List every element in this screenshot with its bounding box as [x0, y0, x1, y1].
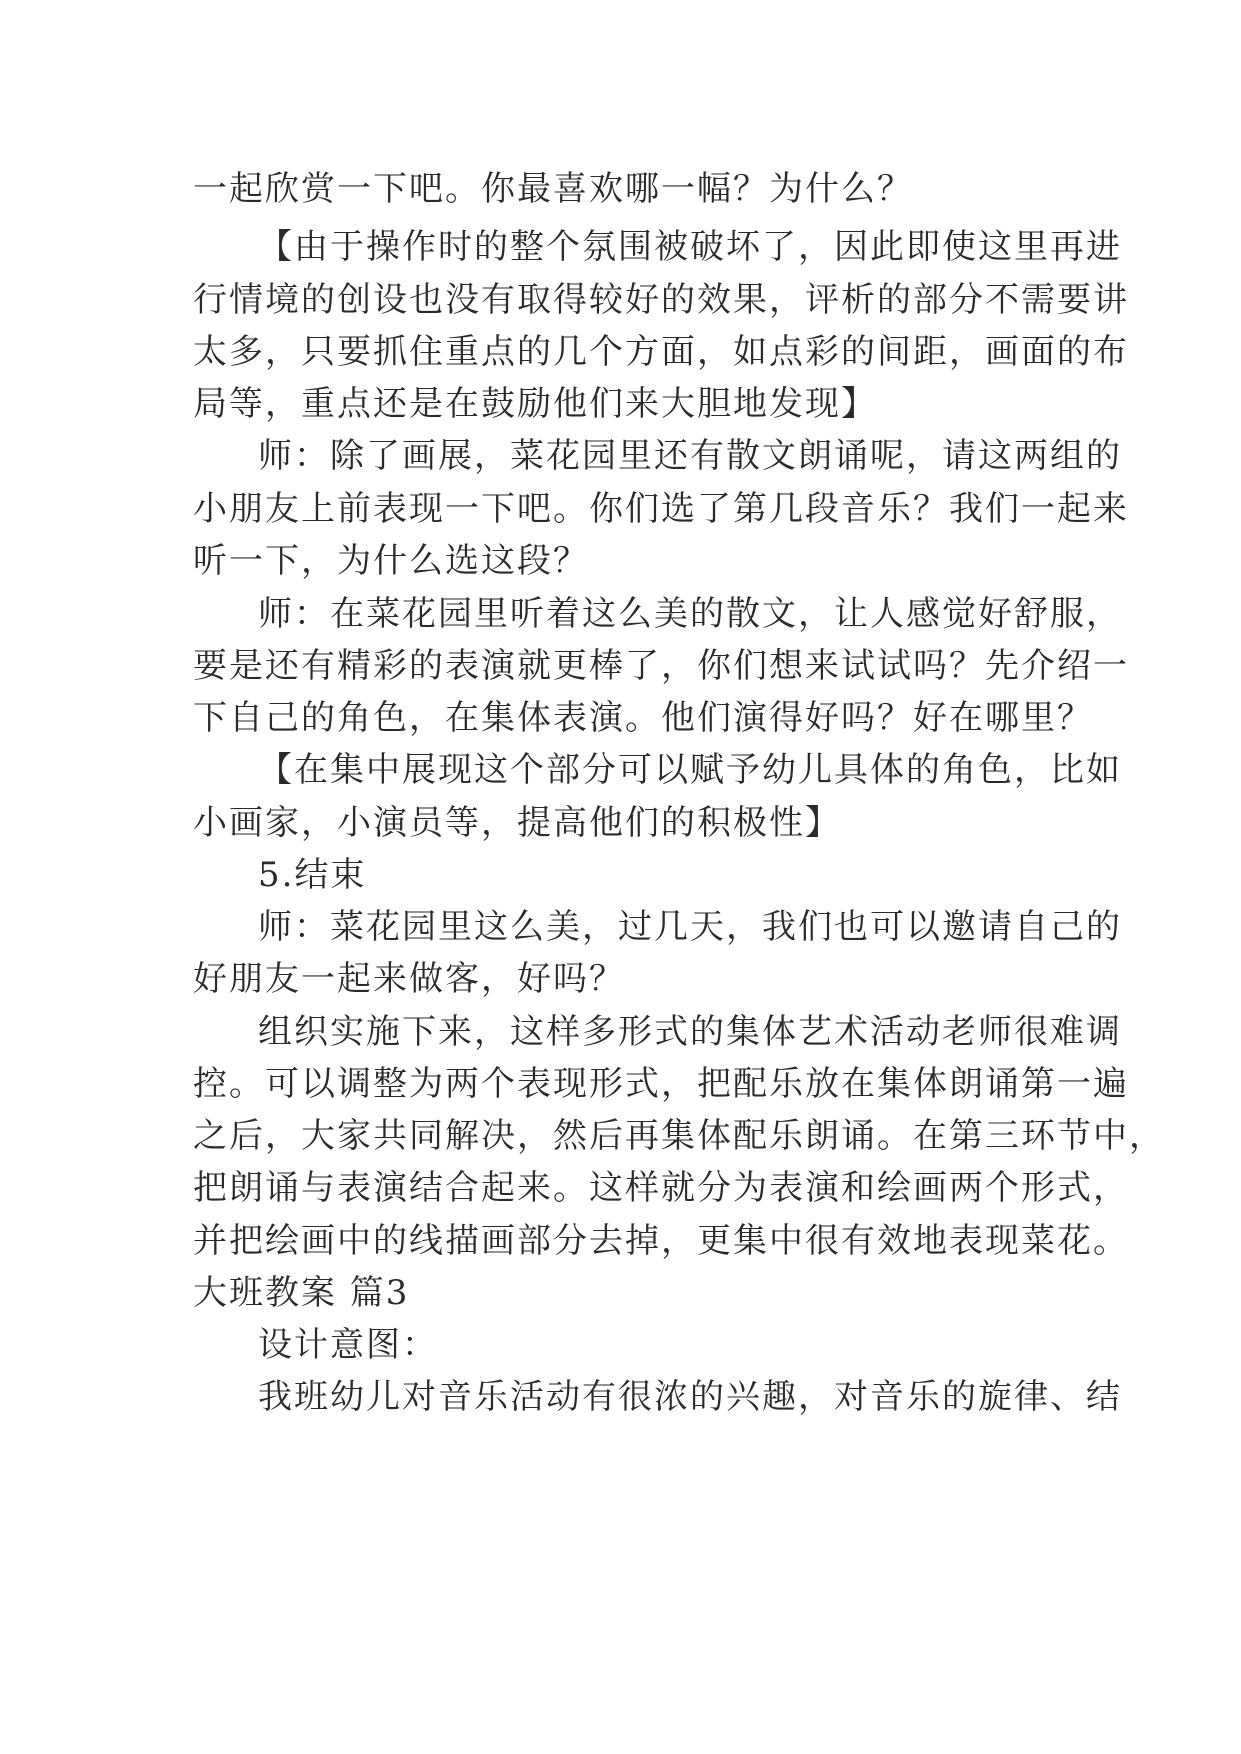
text-line: 下自己的角色，在集体表演。他们演得好吗？好在哪里？ [193, 698, 1093, 738]
text-line: 【在集中展现这个部分可以赋予幼儿具体的角色，比如 [258, 750, 1122, 790]
section-title: 大班教案 篇3 [193, 1273, 410, 1313]
text-line: 【由于操作时的整个氛围被破坏了，因此即使这里再进 [258, 227, 1122, 267]
text-line: 把朗诵与表演结合起来。这样就分为表演和绘画两个形式， [193, 1168, 1129, 1208]
text-line: 听一下，为什么选这段？ [193, 541, 589, 581]
text-line: 太多，只要抓住重点的几个方面，如点彩的间距，画面的布 [193, 332, 1129, 372]
text-line: 组织实施下来，这样多形式的集体艺术活动老师很难调 [258, 1012, 1122, 1052]
subsection-heading: 设计意图： [258, 1325, 438, 1365]
text-line: 局等，重点还是在鼓励他们来大胆地发现】 [193, 384, 877, 424]
text-line: 师：除了画展，菜花园里还有散文朗诵呢，请这两组的 [258, 436, 1122, 476]
text-line: 师：菜花园里这么美，过几天，我们也可以邀请自己的 [258, 907, 1122, 947]
section-heading: 5.结束 [258, 855, 367, 895]
text-line: 并把绘画中的线描画部分去掉，更集中很有效地表现菜花。 [193, 1221, 1129, 1261]
text-line: 之后，大家共同解决，然后再集体配乐朗诵。在第三环节中， [193, 1116, 1165, 1156]
text-line: 一起欣赏一下吧。你最喜欢哪一幅？为什么？ [193, 169, 913, 209]
text-line: 小朋友上前表现一下吧。你们选了第几段音乐？我们一起来 [193, 489, 1129, 529]
text-line: 要是还有精彩的表演就更棒了，你们想来试试吗？先介绍一 [193, 646, 1129, 686]
text-line: 好朋友一起来做客，好吗？ [193, 959, 625, 999]
text-line: 我班幼儿对音乐活动有很浓的兴趣，对音乐的旋律、结 [258, 1377, 1122, 1417]
text-line: 师：在菜花园里听着这么美的散文，让人感觉好舒服， [258, 594, 1122, 634]
text-line: 控。可以调整为两个表现形式，把配乐放在集体朗诵第一遍 [193, 1064, 1129, 1104]
text-line: 行情境的创设也没有取得较好的效果，评析的部分不需要讲 [193, 280, 1129, 320]
text-line: 小画家，小演员等，提高他们的积极性】 [193, 803, 841, 843]
